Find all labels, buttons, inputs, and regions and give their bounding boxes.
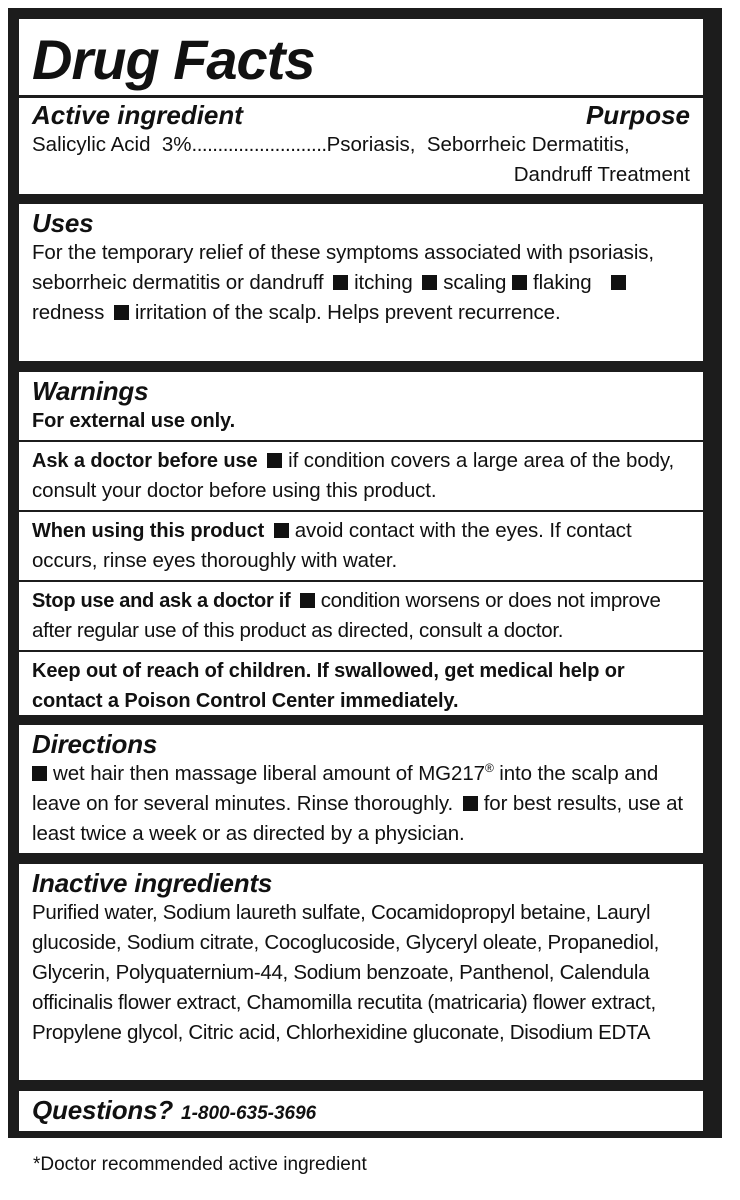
active-ingredient-header [32, 100, 690, 130]
purpose-line-2: Dandruff Treatment [513, 163, 690, 186]
ask-doctor-label: Ask a doctor before use [32, 450, 258, 472]
external-use-warning: For external use only. [32, 410, 236, 432]
inactive-ingredients-text: Purified water, Sodium laureth sulfate, Cocamidopropyl betaine, Lauryl glucoside, Sodium citrate, Cocoglucoside, Glyceryl oleate, Propanediol, Glycerin, Polyquaternium-44, Sodium benzoate, Panthenol, Calendula officinalis flower extract, Chamomilla recutita (matricaria) flower extract, Propylene glycol, Citric acid, Chlorhexidine gluconate, Disodium EDTA [32, 901, 660, 1044]
use-item: flaking [532, 271, 592, 294]
warnings-section [19, 372, 703, 715]
warnings-divider [19, 650, 703, 652]
inactive-ingredients-section [19, 864, 703, 1080]
uses-heading: Uses [32, 208, 94, 238]
bullet-square-icon [114, 305, 129, 320]
inactive-ingredients-heading: Inactive ingredients [32, 868, 273, 898]
use-item: scaling [443, 271, 507, 294]
direction-item-1-cont: into the scalp and leave on for several minutes. Rinse thoroughly. [32, 762, 659, 815]
warnings-divider [19, 510, 703, 512]
dot-leader: .......................... [191, 133, 327, 156]
use-item: redness [32, 301, 105, 324]
stop-use-text: condition worsens or does not improve after regular use of this product as directed, consult a doctor. [32, 589, 661, 642]
bullet-square-icon [333, 275, 348, 290]
uses-intro: For the temporary relief of these symptoms associated with psoriasis, seborrheic dermatitis or dandruff [32, 241, 655, 294]
keep-out-warning: Keep out of reach of children. If swallowed, get medical help or contact a Poison Control Center immediately. [32, 660, 625, 712]
warnings-heading: Warnings [32, 376, 149, 406]
directions-section [19, 725, 703, 853]
questions-heading: Questions? [32, 1095, 174, 1125]
active-ingredient-heading: Active ingredient [32, 100, 243, 130]
when-using-text: avoid contact with the eyes. If contact occurs, rinse eyes thoroughly with water. [32, 519, 632, 572]
questions-section [19, 1091, 703, 1131]
use-item: irritation of the scalp. Helps prevent recurrence. [134, 301, 561, 324]
purpose-heading: Purpose [585, 100, 690, 130]
bullet-square-icon [274, 523, 289, 538]
active-ingredient-section [19, 19, 703, 194]
ask-doctor-text: if condition covers a large area of the body, consult your doctor before using this product. [32, 449, 675, 502]
purpose-line-1: Psoriasis, Seborrheic Dermatitis, [326, 133, 630, 156]
registered-mark: ® [484, 761, 494, 776]
warnings-divider [19, 580, 703, 582]
bullet-square-icon [422, 275, 437, 290]
when-using-warning [32, 516, 690, 576]
uses-section [19, 204, 703, 361]
use-item: itching [354, 271, 413, 294]
active-ingredient-row [32, 130, 690, 160]
bullet-square-icon [463, 796, 478, 811]
when-using-label: When using this product [32, 520, 265, 542]
questions-row [32, 1095, 690, 1129]
drug-facts-title: Drug Facts [32, 28, 315, 91]
bullet-square-icon [300, 593, 315, 608]
title-divider [19, 95, 703, 98]
direction-item-2: for best results, use at least twice a week or as directed by a physician. [32, 792, 683, 845]
bullet-square-icon [32, 766, 47, 781]
active-ingredient-name: Salicylic Acid 3% [32, 133, 192, 156]
footnote: *Doctor recommended active ingredient [33, 1154, 367, 1175]
ask-doctor-warning [32, 446, 690, 506]
uses-text [32, 238, 690, 328]
stop-use-warning [32, 586, 690, 646]
questions-phone: 1-800-635-3696 [181, 1103, 317, 1124]
bullet-square-icon [611, 275, 626, 290]
bullet-square-icon [267, 453, 282, 468]
directions-text [32, 759, 690, 849]
directions-heading: Directions [32, 729, 158, 759]
bullet-square-icon [512, 275, 527, 290]
stop-use-label: Stop use and ask a doctor if [32, 590, 291, 612]
warnings-divider [19, 440, 703, 442]
direction-item-1: wet hair then massage liberal amount of MG217 [53, 762, 485, 785]
